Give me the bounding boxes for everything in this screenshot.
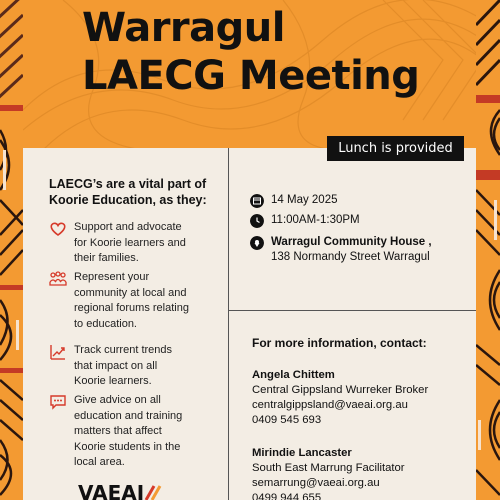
header-banner bbox=[23, 0, 476, 148]
text-line: to education. bbox=[74, 317, 137, 330]
left-pattern-border bbox=[0, 0, 23, 500]
text-line: education and training bbox=[74, 409, 183, 422]
list-item bbox=[49, 393, 224, 471]
lunch-badge: Lunch is provided bbox=[327, 136, 464, 161]
chat-icon bbox=[49, 393, 67, 411]
venue-name: Warragul Community House , bbox=[271, 236, 432, 248]
list-item bbox=[49, 270, 224, 332]
intro-heading bbox=[49, 176, 219, 208]
horizontal-divider bbox=[228, 310, 476, 311]
contact-card bbox=[252, 446, 467, 500]
text-line: regional forums relating bbox=[74, 302, 189, 314]
clock-icon bbox=[250, 214, 264, 228]
list-item bbox=[49, 343, 224, 390]
contact-role: Central Gippsland Wurreker Broker bbox=[252, 384, 429, 396]
text-line: matters that affect bbox=[74, 425, 162, 437]
list-item-text bbox=[74, 343, 172, 390]
event-date bbox=[250, 193, 338, 208]
calendar-icon bbox=[250, 194, 264, 208]
intro-line-2: Koorie Education, as they: bbox=[49, 193, 207, 207]
text-line: Track current trends bbox=[74, 344, 173, 356]
text-line: community at local and bbox=[74, 286, 187, 299]
contact-name: Angela Chittem bbox=[252, 369, 335, 381]
event-time bbox=[250, 213, 360, 228]
text-line: their families. bbox=[74, 252, 139, 264]
list-item-text bbox=[74, 220, 186, 267]
text-line: Support and advocate bbox=[74, 221, 182, 233]
people-icon bbox=[49, 270, 67, 288]
title-line-1: Warragul bbox=[82, 5, 285, 51]
contact-email[interactable]: centralgippsland@vaeai.org.au bbox=[252, 399, 408, 411]
contact-phone[interactable]: 0499 944 655 bbox=[252, 492, 322, 500]
contact-email[interactable]: semarrung@vaeai.org.au bbox=[252, 477, 380, 489]
text-line: local area. bbox=[74, 456, 125, 468]
text-line: for Koorie learners and bbox=[74, 236, 186, 249]
contact-heading: For more information, contact: bbox=[252, 336, 427, 350]
text-line: Koorie learners. bbox=[74, 375, 152, 387]
location-pin-icon bbox=[250, 236, 264, 250]
intro-line-1: LAECG’s are a vital part of bbox=[49, 177, 207, 191]
logo-text: VAEAI bbox=[78, 482, 145, 500]
trend-icon bbox=[49, 343, 67, 361]
venue-address: 138 Normandy Street Warragul bbox=[271, 251, 430, 263]
vertical-divider bbox=[228, 148, 229, 500]
list-item-text bbox=[74, 270, 189, 332]
event-location bbox=[250, 235, 432, 265]
page-title bbox=[82, 4, 462, 100]
text-line: Koorie students in the bbox=[74, 440, 181, 453]
text-line: Represent your bbox=[74, 271, 150, 283]
event-time-text: 11:00AM-1:30PM bbox=[271, 214, 360, 226]
contact-card bbox=[252, 368, 467, 428]
title-line-2: LAECG Meeting bbox=[82, 53, 420, 99]
contact-role: South East Marrung Facilitator bbox=[252, 462, 405, 474]
right-pattern-border bbox=[476, 0, 500, 500]
event-location-text bbox=[271, 235, 432, 265]
event-date-text: 14 May 2025 bbox=[271, 194, 338, 206]
contact-phone[interactable]: 0409 545 693 bbox=[252, 414, 322, 426]
list-item-text bbox=[74, 393, 182, 471]
vaeai-logo bbox=[78, 482, 178, 500]
list-item bbox=[49, 220, 224, 267]
text-line: that impact on all bbox=[74, 359, 158, 372]
contact-name: Mirindie Lancaster bbox=[252, 447, 352, 459]
text-line: Give advice on all bbox=[74, 394, 161, 406]
heart-icon bbox=[49, 220, 67, 238]
